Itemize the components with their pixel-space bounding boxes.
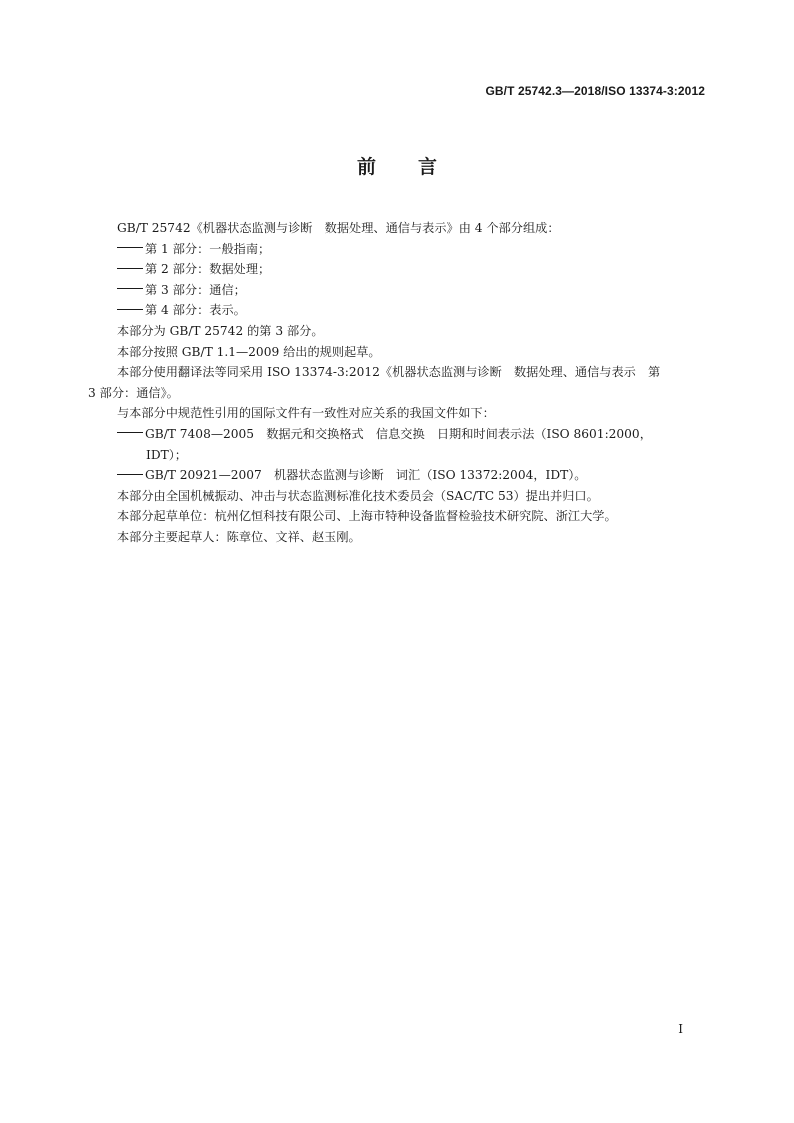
foreword-body — [88, 218, 709, 548]
standard-code-header: GB/T 25742.3—2018/ISO 13374-3:2012 — [485, 84, 705, 98]
page-number: I — [678, 1022, 683, 1036]
reference-2-text: GB/T 20921—2007 机器状态监测与诊断 词汇（ISO 13372:2004，IDT）。 — [145, 468, 587, 483]
proposed-by-paragraph: 本部分由全国机械振动、冲击与状态监测标准化技术委员会（SAC/TC 53）提出并归口。 — [117, 488, 599, 503]
dash-mark — [117, 247, 143, 249]
dash-mark — [117, 309, 143, 311]
reference-item-1 — [117, 424, 709, 445]
this-part-paragraph: 本部分为 GB/T 25742 的第 3 部分。 — [117, 323, 324, 338]
part-list-item-1 — [117, 239, 709, 260]
part-1-text: 第 1 部分：一般指南； — [145, 241, 271, 256]
part-list-item-3 — [117, 280, 709, 301]
part-list-item-2 — [117, 259, 709, 280]
part-2-text: 第 2 部分：数据处理； — [145, 262, 271, 277]
drafting-units-paragraph: 本部分起草单位：杭州亿恒科技有限公司、上海市特种设备监督检验技术研究院、浙江大学。 — [117, 509, 617, 524]
translation-paragraph-line-1: 本部分使用翻译法等同采用 ISO 13374-3:2012《机器状态监测与诊断 数据处理、通信与表示 第 — [117, 365, 661, 380]
normative-intro-paragraph: 与本部分中规范性引用的国际文件有一致性对应关系的我国文件如下： — [117, 406, 495, 421]
part-3-text: 第 3 部分：通信； — [145, 282, 246, 297]
drafters-paragraph: 本部分主要起草人：陈章位、文祥、赵玉刚。 — [117, 529, 361, 544]
page-title: 前言 — [356, 156, 479, 178]
dash-mark — [117, 288, 143, 290]
drafting-rules-paragraph: 本部分按照 GB/T 1.1—2009 给出的规则起草。 — [117, 344, 381, 359]
translation-paragraph-line-2: 3 部分：通信》。 — [88, 385, 179, 400]
intro-paragraph: GB/T 25742《机器状态监测与诊断 数据处理、通信与表示》由 4 个部分组成： — [117, 221, 560, 235]
part-4-text: 第 4 部分：表示。 — [145, 303, 246, 318]
dash-mark — [117, 474, 143, 476]
dash-mark — [117, 268, 143, 270]
dash-mark — [117, 432, 143, 434]
reference-item-1-continuation: IDT）； — [146, 447, 187, 462]
part-list-item-4 — [117, 300, 709, 321]
reference-1-text: GB/T 7408—2005 数据元和交换格式 信息交换 日期和时间表示法（ISO 8601:2000， — [145, 426, 652, 441]
reference-item-2 — [117, 465, 709, 486]
